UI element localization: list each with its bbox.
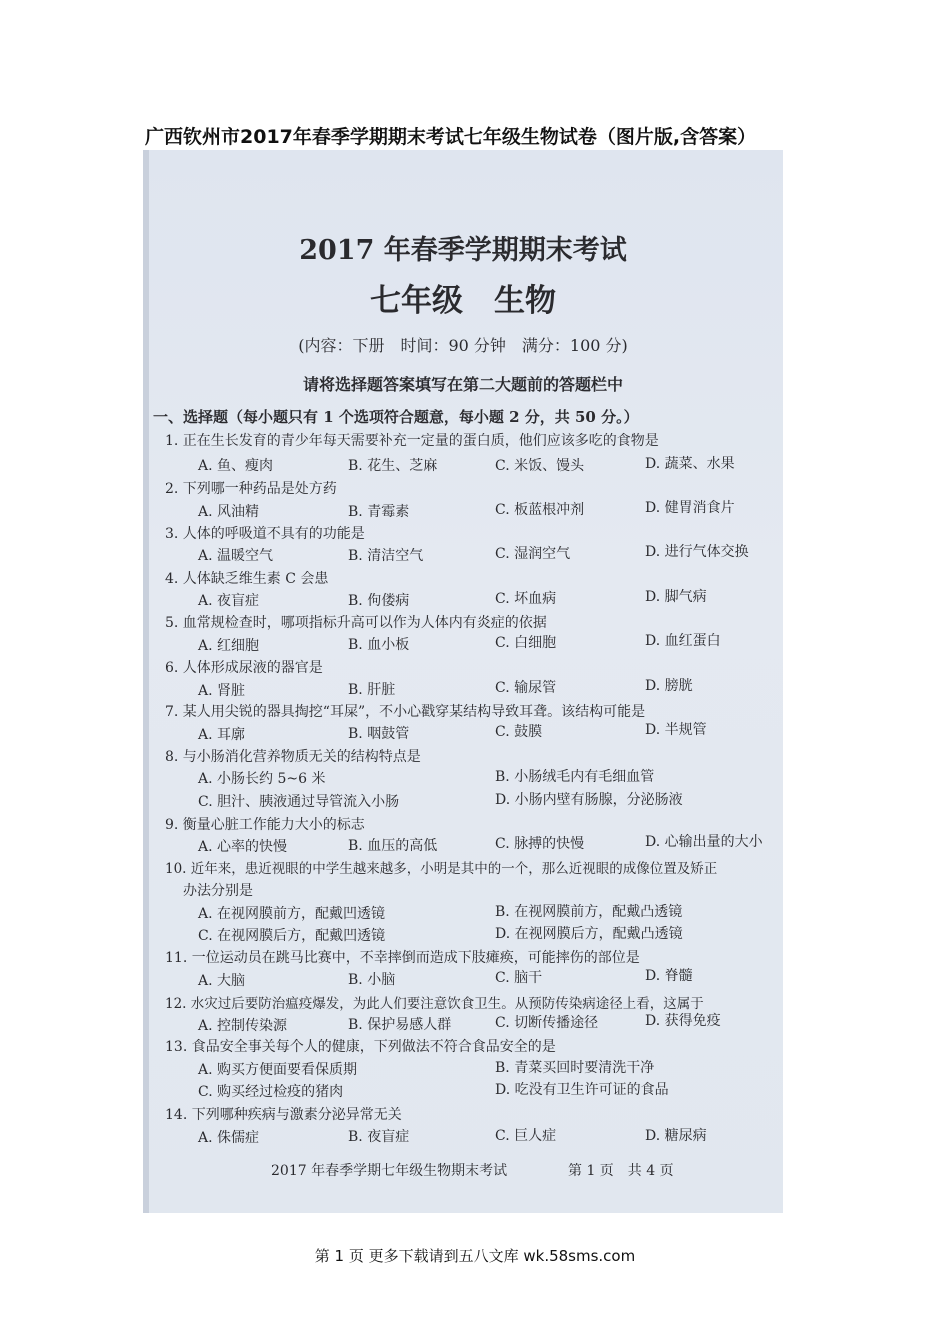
question-stem: 1. 正在生长发育的青少年每天需要补充一定量的蛋白质，他们应该多吃的食物是 <box>165 433 659 449</box>
exam-subject: 七年级 生物 <box>370 283 556 319</box>
option-c: C. 在视网膜后方，配戴凹透镜 <box>198 928 386 944</box>
option-b: B. 小肠绒毛内有毛细血管 <box>495 769 655 785</box>
document-title: 广西钦州市2017年春季学期期末考试七年级生物试卷（图片版,含答案） <box>145 126 757 148</box>
exam-title: 2017 年春季学期期末考试 <box>299 235 627 266</box>
option-a: A. 红细胞 <box>198 638 260 654</box>
option-d: D. 脚气病 <box>645 589 707 605</box>
option-d: D. 血红蛋白 <box>645 633 721 649</box>
option-b: B. 青霉素 <box>348 504 410 520</box>
option-d: D. 糖尿病 <box>645 1128 707 1144</box>
option-a: A. 大脑 <box>198 973 246 989</box>
option-c: C. 脉搏的快慢 <box>495 836 585 852</box>
option-d: D. 小肠内壁有肠腺，分泌肠液 <box>495 792 683 808</box>
option-a: A. 小肠长约 5~6 米 <box>198 771 326 787</box>
option-a: A. 侏儒症 <box>198 1130 260 1146</box>
option-b: B. 清洁空气 <box>348 548 424 564</box>
option-c: C. 鼓膜 <box>495 724 543 740</box>
option-d: D. 吃没有卫生许可证的食品 <box>495 1082 669 1098</box>
question-stem: 10. 近年来，患近视眼的中学生越来越多，小明是其中的一个，那么近视眼的成像位置及矫正 <box>165 861 718 877</box>
option-c: C. 板蓝根冲剂 <box>495 502 585 518</box>
question-stem: 2. 下列哪一种药品是处方药 <box>165 481 337 497</box>
option-b: B. 保护易感人群 <box>348 1017 452 1033</box>
option-a: A. 肾脏 <box>198 683 246 699</box>
option-a: A. 心率的快慢 <box>198 839 288 855</box>
option-d: D. 蔬菜、水果 <box>645 456 735 472</box>
option-c: C. 输尿管 <box>495 680 557 696</box>
option-d: D. 脊髓 <box>645 968 693 984</box>
option-b: B. 血小板 <box>348 637 410 653</box>
page-footer: 第 1 页 更多下载请到五八文库 wk.58sms.com <box>314 1247 636 1265</box>
question-stem: 13. 食品安全事关每个人的健康，下列做法不符合食品安全的是 <box>165 1039 556 1055</box>
option-b: B. 咽鼓管 <box>348 726 410 742</box>
question-stem: 9. 衡量心脏工作能力大小的标志 <box>165 817 365 833</box>
exam-footer-page: 第 1 页 共 4 页 <box>568 1163 674 1179</box>
question-stem: 11. 一位运动员在跳马比赛中，不幸摔倒而造成下肢瘫痪，可能摔伤的部位是 <box>165 950 640 966</box>
option-c: C. 米饭、馒头 <box>495 458 585 474</box>
exam-notice: 请将选择题答案填写在第二大题前的答题栏中 <box>302 375 623 394</box>
option-d: D. 心输出量的大小 <box>645 834 763 850</box>
option-c: C. 胆汁、胰液通过导管流入小肠 <box>198 794 400 810</box>
option-a: A. 温暖空气 <box>198 548 274 564</box>
option-b: B. 在视网膜前方，配戴凸透镜 <box>495 904 683 920</box>
option-a: A. 夜盲症 <box>198 593 260 609</box>
option-b: B. 肝脏 <box>348 682 396 698</box>
section-heading: 一、选择题（每小题只有 1 个选项符合题意，每小题 2 分，共 50 分。） <box>153 408 639 426</box>
option-c: C. 巨人症 <box>495 1128 557 1144</box>
option-b: B. 血压的高低 <box>348 838 438 854</box>
question-stem: 3. 人体的呼吸道不具有的功能是 <box>165 526 365 542</box>
exam-photo <box>143 150 783 1213</box>
option-c: C. 切断传播途径 <box>495 1015 599 1031</box>
option-a: A. 耳廓 <box>198 727 246 743</box>
option-b: B. 花生、芝麻 <box>348 458 438 474</box>
option-c: C. 脑干 <box>495 970 543 986</box>
option-d: D. 膀胱 <box>645 678 693 694</box>
question-stem: 14. 下列哪种疾病与激素分泌异常无关 <box>165 1107 402 1123</box>
option-a: A. 控制传染源 <box>198 1018 288 1034</box>
option-d: D. 在视网膜后方，配戴凸透镜 <box>495 926 683 942</box>
option-a: A. 在视网膜前方，配戴凹透镜 <box>198 906 386 922</box>
question-stem: 5. 血常规检查时，哪项指标升高可以作为人体内有炎症的依据 <box>165 615 547 631</box>
option-d: D. 进行气体交换 <box>645 544 749 560</box>
option-b: B. 夜盲症 <box>348 1129 410 1145</box>
question-stem: 12. 水灾过后要防治瘟疫爆发，为此人们要注意饮食卫生。从预防传染病途径上看，这属于 <box>165 996 704 1012</box>
exam-info: (内容：下册 时间：90 分钟 满分：100 分) <box>298 336 628 355</box>
option-b: B. 佝偻病 <box>348 593 410 609</box>
question-stem: 8. 与小肠消化营养物质无关的结构特点是 <box>165 749 421 765</box>
option-c: C. 湿润空气 <box>495 546 571 562</box>
question-stem: 6. 人体形成尿液的器官是 <box>165 660 323 676</box>
option-d: D. 获得免疫 <box>645 1013 721 1029</box>
option-c: C. 购买经过检疫的猪肉 <box>198 1084 344 1100</box>
exam-footer-title: 2017 年春季学期七年级生物期末考试 <box>271 1163 508 1179</box>
option-d: D. 半规管 <box>645 722 707 738</box>
option-a: A. 鱼、瘦肉 <box>198 458 274 474</box>
question-stem: 7. 某人用尖锐的器具掏挖“耳屎”，不小心戳穿某结构导致耳聋。该结构可能是 <box>165 704 646 720</box>
option-c: C. 坏血病 <box>495 591 557 607</box>
option-c: C. 白细胞 <box>495 635 557 651</box>
question-stem: 4. 人体缺乏维生素 C 会患 <box>165 571 329 587</box>
option-b: B. 青菜买回时要清洗干净 <box>495 1060 655 1076</box>
option-b: B. 小脑 <box>348 972 396 988</box>
question-stem-continued: 办法分别是 <box>183 883 253 899</box>
option-a: A. 风油精 <box>198 504 260 520</box>
option-d: D. 健胃消食片 <box>645 500 735 516</box>
option-a: A. 购买方便面要看保质期 <box>198 1062 358 1078</box>
